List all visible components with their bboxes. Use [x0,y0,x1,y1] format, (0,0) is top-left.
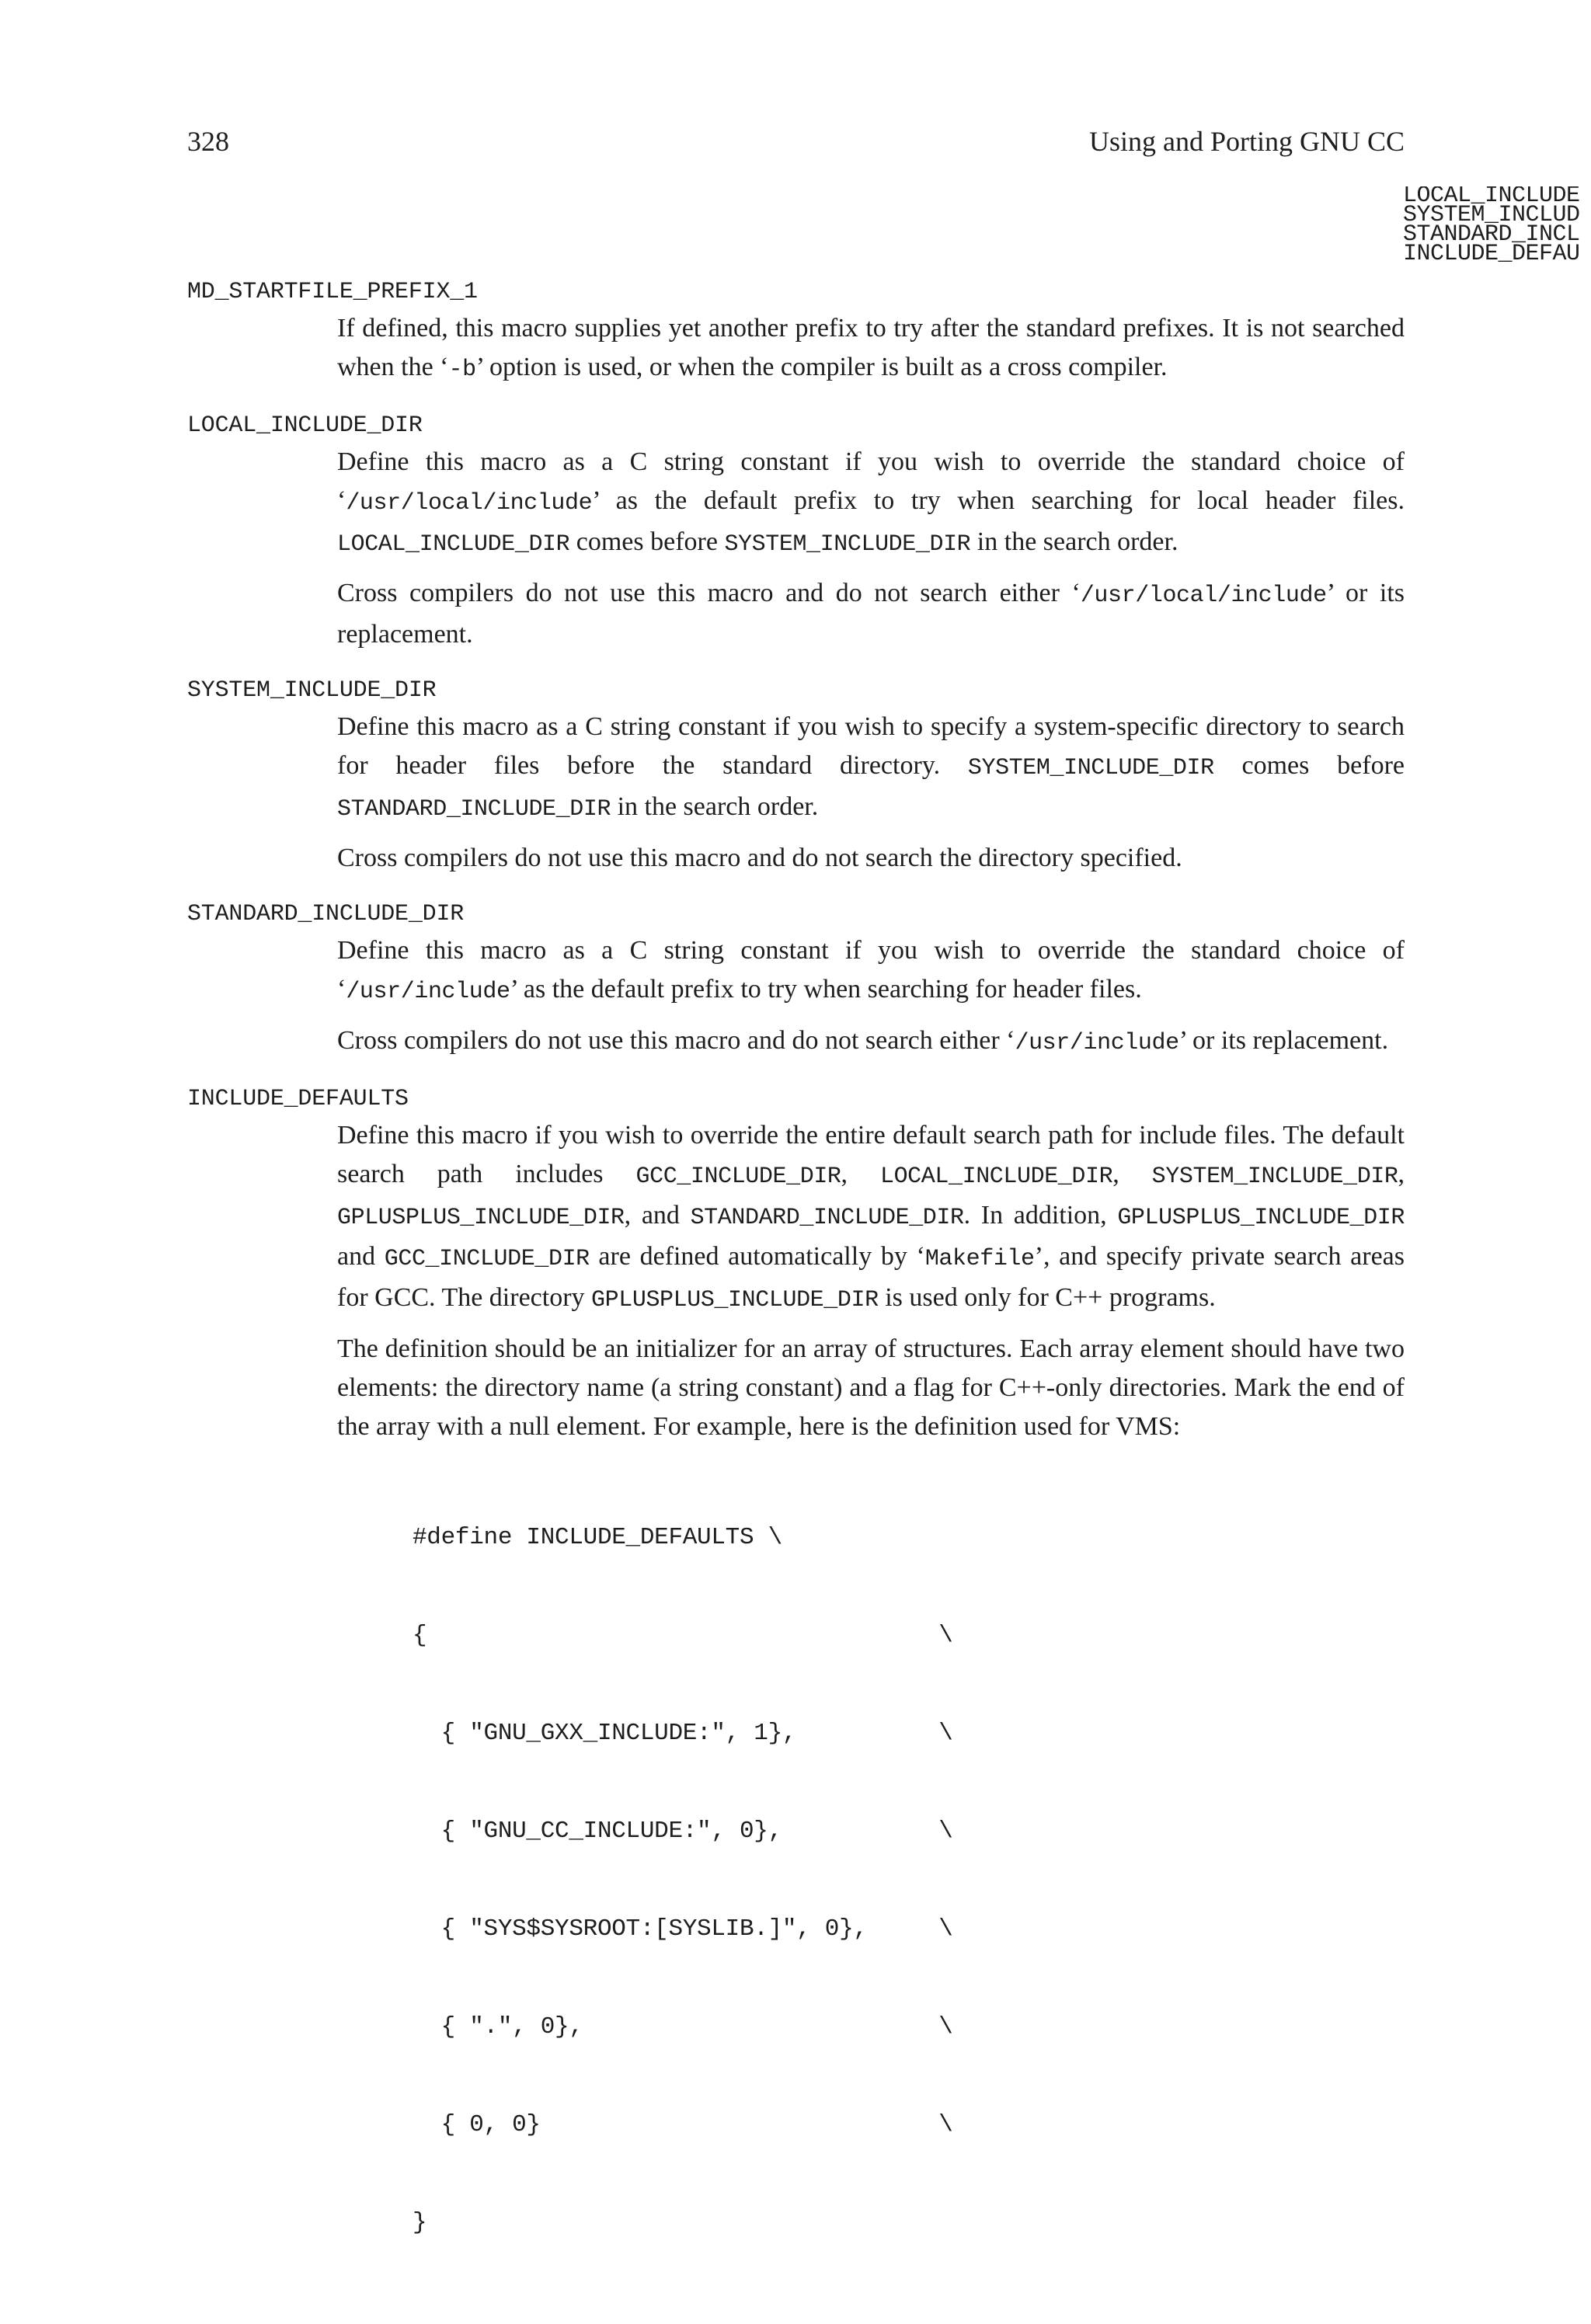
inline-code: /usr/local/include [346,490,593,517]
text-run: in the search order. [970,527,1178,556]
paragraph [337,1021,1405,1063]
text-run: in the search order. [611,792,819,821]
inline-code: SYSTEM_INCLUDE_DIR [1151,1164,1398,1190]
code-example [413,1456,1405,2305]
inline-code: /usr/include [346,979,510,1005]
text-run: ’ option is used, or when the compiler is built as a cross compiler. [475,353,1168,381]
text-run: Define this macro if you wish to override the entire default search path for include files. The default search path includes [337,1121,1405,1188]
text-run: . In addition, [963,1201,1118,1230]
definition-entry [187,1082,1405,2305]
code-line: { 0, 0} \ [413,2111,953,2138]
paragraph [337,574,1405,654]
text-run: ’ or its replacement. [337,579,1405,649]
term-heading: LOCAL_INCLUDE_DIR [187,412,423,439]
margin-index-item: LOCAL_INCLUDE [1403,186,1580,209]
text-run: , [1398,1160,1405,1188]
term-heading: MD_STARTFILE_PREFIX_1 [187,279,478,305]
code-line: { "GNU_GXX_INCLUDE:", 1}, \ [413,1720,953,1747]
text-run: and [337,1242,385,1271]
inline-code: STANDARD_INCLUDE_DIR [690,1205,964,1231]
text-run: If defined, this macro supplies yet another prefix to try after the standard prefixes. It is not searched when the ‘ [337,314,1405,381]
text-run: ’, and specify private search areas for GCC. The directory [337,1242,1405,1312]
text-run: , [1112,1160,1152,1188]
text-run: comes before [569,527,725,556]
inline-code: /usr/include [1015,1030,1179,1056]
definition-entry [187,409,1405,654]
definition-entry [187,897,1405,1063]
term-heading: INCLUDE_DEFAULTS [187,1086,409,1112]
text-run: Define this macro as a C string constant if you wish to override the standard choice of ‘ [337,447,1405,515]
paragraph: The definition should be an initializer for an array of structures. Each array element should have two elements: the directory name (a string constant) and a flag for C++-only directories. Mark the end of the array with a null element. For example, here is the definition used for VMS: [337,1334,1405,1441]
term-description [337,931,1405,1063]
term-description [337,708,1405,878]
code-line: { "GNU_CC_INCLUDE:", 0}, \ [413,1818,953,1845]
text-run: Define this macro as a C string constant if you wish to override the standard choice of ‘ [337,936,1405,1004]
term-description [337,1116,1405,2305]
definition-entry [187,673,1405,878]
inline-code: STANDARD_INCLUDE_DIR [337,796,611,823]
inline-code: GPLUSPLUS_INCLUDE_DIR [591,1287,879,1313]
code-line: #define INCLUDE_DEFAULTS \ [413,1524,782,1551]
text-run: comes before [1213,751,1405,780]
margin-index-item: SYSTEM_INCLUD [1403,202,1580,228]
text-run: are defined automatically by ‘ [589,1242,925,1271]
inline-code: LOCAL_INCLUDE_DIR [337,531,570,558]
inline-code: Makefile [924,1246,1035,1272]
text-run: ’ as the default prefix to try when searching for local header files. [592,486,1405,515]
text-run: Cross compilers do not use this macro and do not search either ‘ [337,1026,1015,1055]
text-run: , and [624,1201,691,1230]
term-heading: STANDARD_INCLUDE_DIR [187,901,465,927]
code-line: { ".", 0}, \ [413,2013,953,2040]
paragraph [337,708,1405,829]
running-title: Using and Porting GNU CC [1088,126,1405,157]
page-number: 328 [187,126,229,157]
text-run: Define this macro as a C string constant if you wish to specify a system-specific directory to search for header files before the standard directory. [337,712,1405,780]
paragraph [337,443,1405,564]
term-heading: SYSTEM_INCLUDE_DIR [187,677,437,704]
inline-code: GPLUSPLUS_INCLUDE_DIR [337,1205,625,1231]
term-description [337,443,1405,654]
inline-code: SYSTEM_INCLUDE_DIR [724,531,971,558]
code-line: { "SYS$SYSROOT:[SYSLIB.]", 0}, \ [413,1915,953,1943]
paragraph [337,309,1405,389]
main-content [187,275,1405,2324]
margin-index-item: INCLUDE_DEFAU [1403,241,1580,264]
paragraph: Cross compilers do not use this macro and do not search the directory specified. [337,844,1182,872]
inline-code: GCC_INCLUDE_DIR [635,1164,841,1190]
text-run: is used only for C++ programs. [878,1283,1216,1312]
paragraph [337,931,1405,1011]
text-run: Cross compilers do not use this macro and do not search either ‘ [337,579,1081,607]
margin-index-item: STANDARD_INCL [1403,221,1580,248]
term-description [337,309,1405,389]
text-run: ’ as the default prefix to try when searching for header files. [510,975,1142,1004]
definition-entry [187,275,1405,389]
inline-code: GCC_INCLUDE_DIR [384,1246,590,1272]
code-line: { \ [413,1622,953,1649]
inline-code: /usr/local/include [1080,583,1327,609]
code-line: } [413,2209,427,2236]
inline-code: SYSTEM_INCLUDE_DIR [967,755,1214,781]
inline-code: GPLUSPLUS_INCLUDE_DIR [1117,1205,1405,1231]
text-run: ’ or its replacement. [1178,1026,1389,1055]
text-run: , [841,1160,880,1188]
inline-code: LOCAL_INCLUDE_DIR [879,1164,1113,1190]
inline-code: -b [448,357,476,383]
paragraph [337,1116,1405,1320]
margin-index [1403,186,1591,264]
